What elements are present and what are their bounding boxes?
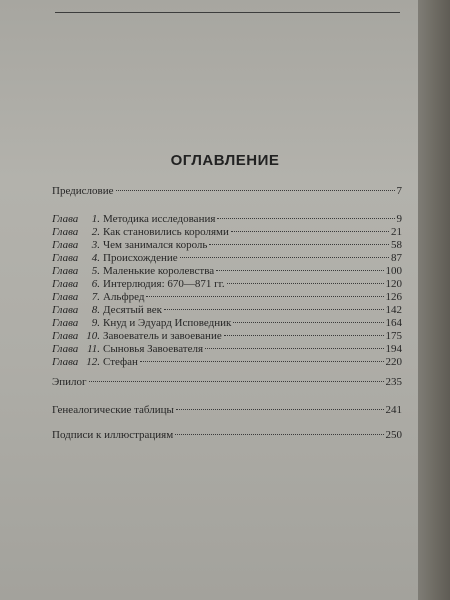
page-title: ОГЛАВЛЕНИЕ xyxy=(170,152,280,169)
chapter-word: Глава xyxy=(52,252,79,264)
toc-entry-chapter xyxy=(52,355,402,369)
toc-entry-preface xyxy=(52,184,402,198)
chapter-number: 7. xyxy=(91,291,100,303)
chapter-word: Глава xyxy=(52,265,79,277)
toc-page-number: 220 xyxy=(385,356,402,368)
chapter-title: Кнуд и Эдуард Исповедник xyxy=(103,317,232,329)
toc-page-number: 87 xyxy=(391,252,402,264)
dot-leader xyxy=(231,231,389,232)
toc-entry-genealogy xyxy=(52,403,402,417)
toc-page-number: 142 xyxy=(385,304,402,316)
toc-entry-chapter xyxy=(52,290,402,304)
dot-leader xyxy=(209,244,389,245)
dot-leader xyxy=(205,348,383,349)
toc-page-number: 9 xyxy=(396,213,402,225)
dot-leader xyxy=(216,270,383,271)
chapter-title: Происхождение xyxy=(103,252,178,264)
chapter-number: 10. xyxy=(86,330,100,342)
toc-page-number: 235 xyxy=(385,376,402,388)
chapter-number: 11. xyxy=(87,343,100,355)
dot-leader xyxy=(217,218,394,219)
dot-leader xyxy=(89,381,384,382)
chapter-number: 5. xyxy=(91,265,100,277)
chapter-title: Чем занимался король xyxy=(103,239,208,251)
toc-entry-chapter xyxy=(52,212,402,226)
dot-leader xyxy=(175,434,383,435)
dot-leader xyxy=(140,361,384,362)
chapter-title: Интерлюдия: 670—871 гг. xyxy=(103,278,225,290)
chapter-title: Стефан xyxy=(103,356,138,368)
chapter-word: Глава xyxy=(52,226,79,238)
dot-leader xyxy=(164,309,384,310)
toc-page-number: 164 xyxy=(385,317,402,329)
toc-entry-chapter xyxy=(52,303,402,317)
toc-page-number: 126 xyxy=(385,291,402,303)
chapter-title: Альфред xyxy=(103,291,145,303)
toc-page-number: 241 xyxy=(385,404,402,416)
toc-label: Эпилог xyxy=(52,376,87,388)
chapter-number: 8. xyxy=(91,304,100,316)
chapter-number: 6. xyxy=(91,278,100,290)
toc-entry-chapter xyxy=(52,329,402,343)
toc-entry-chapter xyxy=(52,264,402,278)
chapter-title: Маленькие королевства xyxy=(103,265,215,277)
chapter-title: Сыновья Завоевателя xyxy=(103,343,204,355)
toc-label: Предисловие xyxy=(52,185,114,197)
chapter-number: 4. xyxy=(91,252,100,264)
dot-leader xyxy=(176,409,384,410)
toc-label: Генеалогические таблицы xyxy=(52,404,174,416)
chapter-word: Глава xyxy=(52,304,79,316)
chapter-number: 3. xyxy=(91,239,100,251)
toc-entry-chapter xyxy=(52,238,402,252)
toc-label: Подписи к иллюстрациям xyxy=(52,429,174,441)
chapter-word: Глава xyxy=(52,291,79,303)
toc-page-number: 58 xyxy=(391,239,402,251)
chapter-word: Глава xyxy=(52,356,79,368)
toc-entry-chapter xyxy=(52,225,402,239)
toc-page-number: 175 xyxy=(385,330,402,342)
toc-entry-chapter xyxy=(52,342,402,356)
toc-entry-chapter xyxy=(52,251,402,265)
chapter-word: Глава xyxy=(52,317,79,329)
toc-page-number: 120 xyxy=(385,278,402,290)
page-edge xyxy=(418,0,450,600)
toc-entry-captions xyxy=(52,428,402,442)
dot-leader xyxy=(116,190,395,191)
toc-page-number: 21 xyxy=(391,226,402,238)
toc-page-number: 194 xyxy=(385,343,402,355)
chapter-word: Глава xyxy=(52,330,79,342)
toc-entry-chapter xyxy=(52,316,402,330)
chapter-number: 2. xyxy=(91,226,100,238)
toc-page-number: 250 xyxy=(385,429,402,441)
chapter-number: 12. xyxy=(86,356,100,368)
chapter-word: Глава xyxy=(52,343,79,355)
chapter-title: Как становились королями xyxy=(103,226,229,238)
chapter-word: Глава xyxy=(52,213,79,225)
toc-page-number: 7 xyxy=(396,185,402,197)
chapter-number: 1. xyxy=(91,213,100,225)
chapter-title: Завоеватель и завоевание xyxy=(103,330,222,342)
chapter-title: Десятый век xyxy=(103,304,162,316)
chapter-word: Глава xyxy=(52,239,79,251)
chapter-number: 9. xyxy=(91,317,100,329)
header-rule xyxy=(55,12,400,13)
dot-leader xyxy=(146,296,383,297)
dot-leader xyxy=(224,335,384,336)
dot-leader xyxy=(227,283,384,284)
chapter-title: Методика исследования xyxy=(103,213,216,225)
chapter-word: Глава xyxy=(52,278,79,290)
dot-leader xyxy=(233,322,383,323)
toc-entry-epilogue xyxy=(52,375,402,389)
dot-leader xyxy=(180,257,389,258)
toc-page-number: 100 xyxy=(385,265,402,277)
toc-entry-chapter xyxy=(52,277,402,291)
